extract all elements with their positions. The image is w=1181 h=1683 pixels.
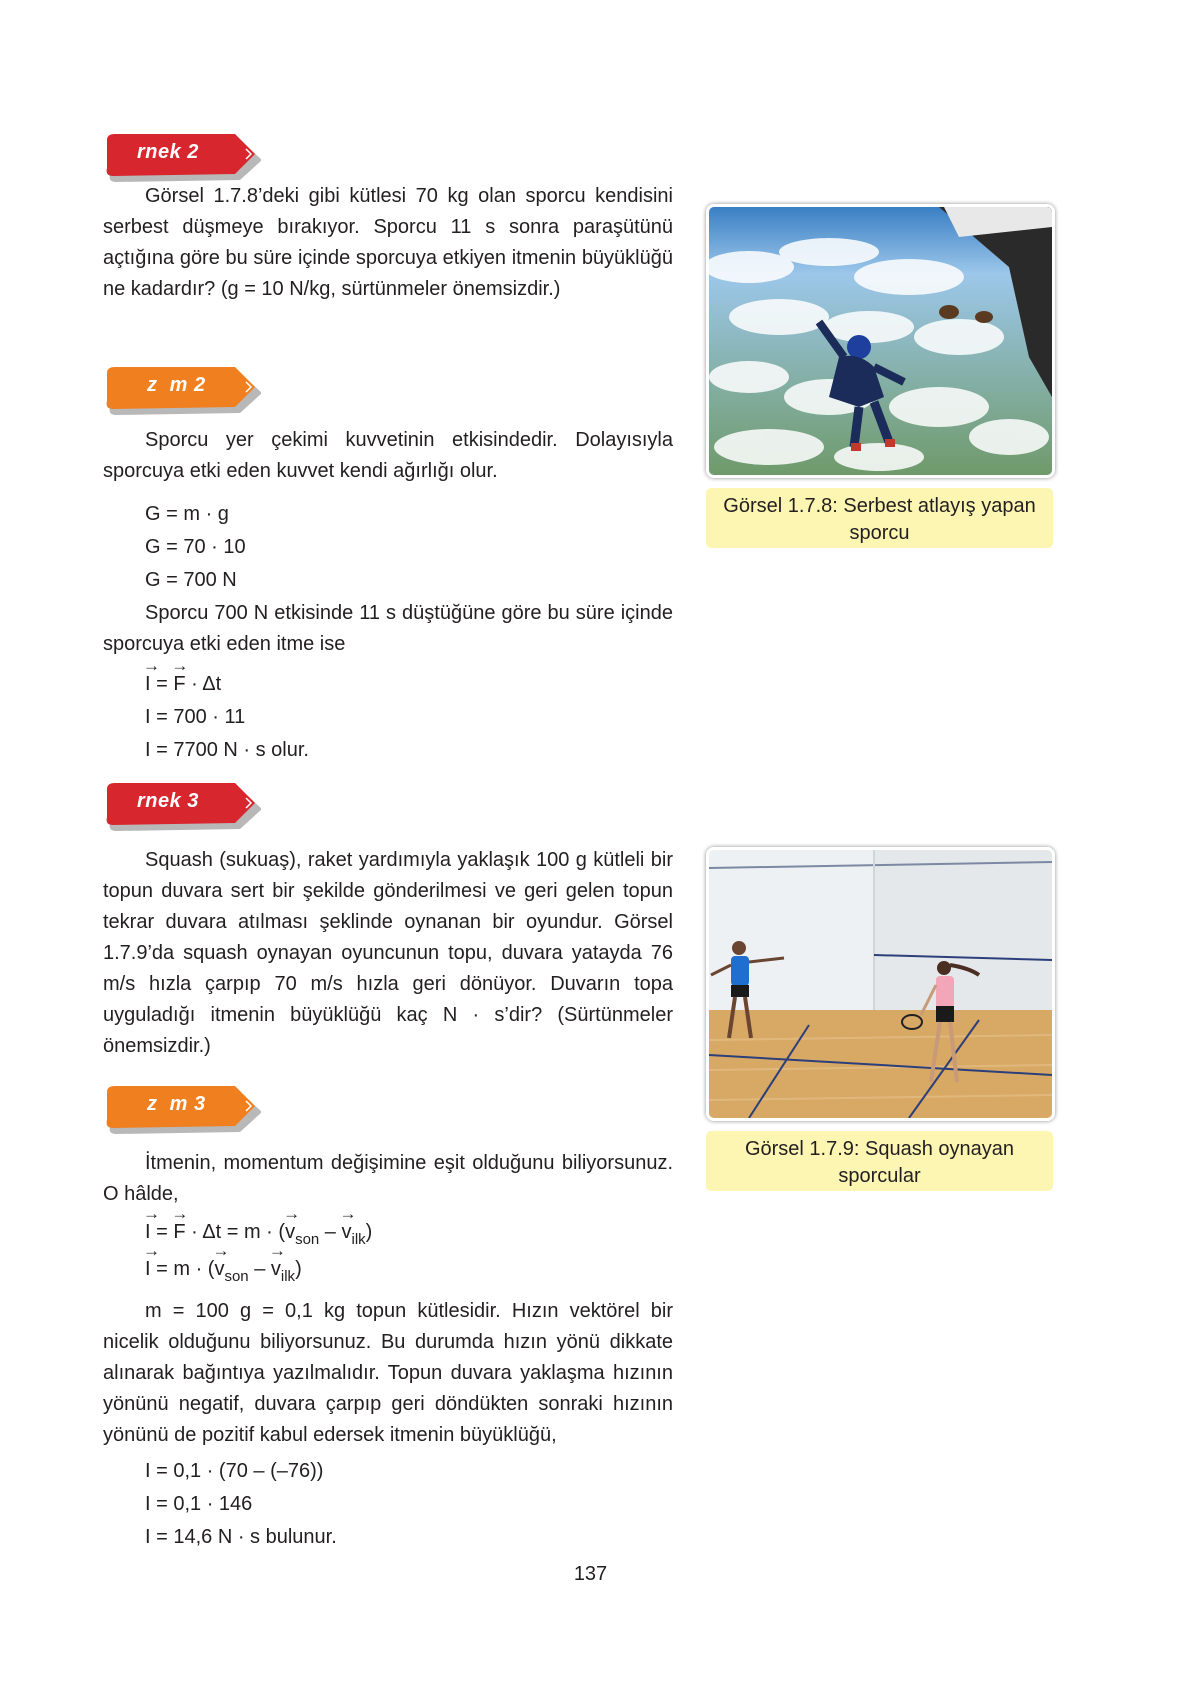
figure-2-caption: Görsel 1.7.9: Squash oynayan sporcular [706, 1131, 1053, 1191]
impulse-vector: → I [143, 1241, 160, 1280]
solution-2-eq-5: I = 700 · 11 [145, 706, 246, 728]
solution-2-eq-4: → I = → F · Δt [143, 656, 222, 695]
solution-2-eq-2: G = 70 · 10 [145, 536, 246, 558]
vector-arrow-icon: → [339, 1204, 357, 1223]
velocity-vector: → v [339, 1204, 357, 1243]
solution-3-eq-a: → I = → F · Δt = m · ( → $v_{son}$ – → $v_{ilk}$) [143, 1204, 373, 1248]
solution-3-eq-3: I = 14,6 N · s bulunur. [145, 1526, 337, 1548]
solution-3-eq-2: I = 0,1 · 146 [145, 1493, 253, 1515]
solution-3-text-2: m = 100 g = 0,1 kg topun kütlesidir. Hızın vektörel bir nicelik olduğunu biliyorsunuz. Bu durumda hızın yönü dikkate alınarak bağıntıya yazılmalıdır. Topun duvara yaklaşma hızının yönünü negatif, duvara çarpıp geri döndükten sonraki hızının yönünü de pozitif kabul edersek itmenin büyüklüğü, [103, 1300, 673, 1446]
force-vector: → F [171, 656, 189, 695]
example-3-tag [103, 783, 261, 831]
vector-arrow-icon: → [283, 1204, 301, 1223]
solution-3-text-1: İtmenin, momentum değişimine eşit olduğunu biliyorsunuz. O hâlde, [103, 1152, 673, 1205]
example-2-text: Görsel 1.7.8’deki gibi kütlesi 70 kg olan sporcu kendisini serbest düşmeye bırakıyor. Sporcu 11 s sonra paraşütünü açtığına göre bu süre içinde sporcuya etkiyen itmenin büyüklüğü ne kadardır? (g = 10 N/kg, sürtünmeler önemsizdir.) [103, 185, 673, 300]
velocity-vector: → v [268, 1241, 286, 1280]
solution-2-eq-6: I = 7700 N · s olur. [145, 739, 309, 761]
vector-arrow-icon: → [212, 1241, 230, 1260]
impulse-vector: → I [143, 1204, 160, 1243]
solution-2-eq-3: G = 700 N [145, 569, 237, 591]
solution-2-label: z m 2 [147, 374, 206, 396]
figure-1-caption: Görsel 1.7.8: Serbest atlayış yapan sporcu [706, 488, 1053, 548]
impulse-vector: → I [143, 656, 160, 695]
force-vector: → F [171, 1204, 189, 1243]
vector-arrow-icon: → [143, 1204, 160, 1223]
velocity-vector: → v [283, 1204, 301, 1243]
example-2-label: rnek 2 [137, 141, 199, 163]
solution-2-eq-1: G = m · g [145, 503, 229, 525]
example-2-tag [103, 134, 261, 182]
vector-arrow-icon: → [171, 656, 189, 675]
solution-2-tag [103, 367, 261, 415]
solution-2-text-2: Sporcu 700 N etkisinde 11 s düştüğüne göre bu süre içinde sporcuya etki eden itme ise [103, 602, 673, 655]
velocity-vector: → v [212, 1241, 230, 1280]
vector-arrow-icon: → [143, 1241, 160, 1260]
example-3-text: Squash (sukuaş), raket yardımıyla yaklaşık 100 g kütleli bir topun duvara sert bir şekilde gönderilmesi ve geri gelen topun tekrar duvara atılması şeklinde oynanan bir oyundur. Görsel 1.7.9’da squash oynayan oyuncunun topu, duvara yatayda 76 m/s hızla çarpıp 70 m/s hızla geri dönüyor. Duvarın topa uyguladığı itmenin büyüklüğü kaç N · s’dir? (Sürtünmeler önemsizdir.) [103, 849, 673, 1057]
solution-3-tag [103, 1086, 261, 1134]
solution-3-eq-b: → I = m · ( → $v_{son}$ – → $v_{ilk}$) [143, 1241, 302, 1285]
vector-arrow-icon: → [268, 1241, 286, 1260]
vector-arrow-icon: → [171, 1204, 189, 1223]
vector-arrow-icon: → [143, 656, 160, 675]
page-number: 137 [573, 1563, 608, 1585]
solution-3-eq-1: I = 0,1 · (70 – (–76)) [145, 1460, 324, 1482]
skydiver-photo [706, 204, 1055, 478]
squash-photo [706, 847, 1055, 1121]
solution-3-label: z m 3 [147, 1093, 206, 1115]
example-3-label: rnek 3 [137, 790, 199, 812]
solution-2-text-1: Sporcu yer çekimi kuvvetinin etkisindedir. Dolayısıyla sporcuya etki eden kuvvet kendi ağırlığı olur. [103, 429, 673, 482]
